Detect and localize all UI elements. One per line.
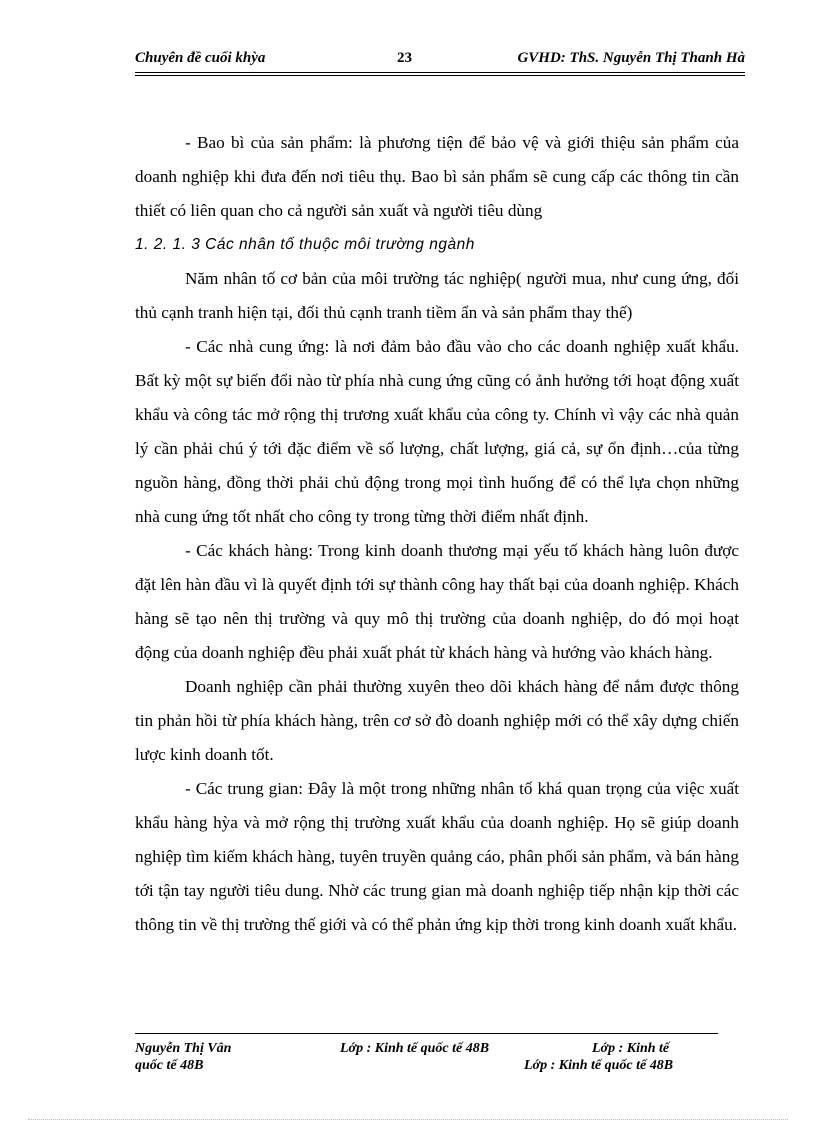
header-title: Chuyên đề cuối khỳa [135,50,266,66]
page-number: 23 [397,50,412,66]
paragraph-suppliers: - Các nhà cung ứng: là nơi đảm bảo đầu vào cho các doanh nghiệp xuất khẩu. Bất kỳ một sự biến đổi nào từ phía nhà cung ứng cũng có ảnh hưởng tới hoạt động xuất khẩu và công tác mở rộng thị trương xuất khẩu của công ty. Chính vì vậy các nhà quản lý cần phải chú ý tới đặc điểm về số lượng, chất lượng, giá cả, sự ổn định…của từng nguồn hàng, đồng thời phải chủ động trong mọi tình huống để có thể lựa chọn những nhà cung ứng tốt nhất cho công ty trong từng thời điểm nhất định. [135,337,739,526]
footer-author-continued: quốc tế 48B [135,1058,204,1073]
paragraph-customer-feedback: Doanh nghiệp cần phải thường xuyên theo dõi khách hàng để nắm được thông tin phản hồi từ phía khách hàng, trên cơ sở đò doanh nghiệp mới có thể xây dựng chiến lược kinh doanh tốt. [135,677,739,764]
footer-class-second: Lớp : Kinh tế quốc tế 48B [524,1058,674,1073]
paragraph-packaging: - Bao bì của sản phẩm: là phương tiện để bảo vệ và giới thiệu sản phẩm của doanh nghiệp khi đưa đến nơi tiêu thụ. Bao bì sản phẩm sẽ cung cấp các thông tin cần thiết có liên quan cho cả người sản xuất và người tiêu dùng [135,133,739,220]
footer-class: Lớp : Kinh tế quốc tế 48B [340,1041,490,1056]
section-heading: 1. 2. 1. 3 Các nhân tố thuộc môi trường ngành [135,236,475,253]
footer-author: Nguyễn Thị Vân [135,1041,232,1056]
page-edge [28,1119,788,1120]
paragraph-intermediaries: - Các trung gian: Đây là một trong những nhân tố khá quan trọng của việc xuất khẩu hàng hỳa và mở rộng thị trường xuất khẩu của doanh nghiệp. Họ sẽ giúp doanh nghiệp tìm kiếm khách hàng, tuyên truyền quảng cáo, phân phối sản phẩm, và bán hàng tới tận tay người tiêu dung. Nhờ các trung gian mà doanh nghiệp tiếp nhận kịp thời các thông tin về thị trường thế giới và có thể phản ứng kịp thời trong kinh doanh xuất khẩu. [135,779,739,934]
footer-class-repeat: Lớp : Kinh tế [592,1041,670,1056]
footer-divider [135,1033,718,1034]
header-supervisor: GVHD: ThS. Nguyễn Thị Thanh Hà [517,50,745,66]
paragraph-five-factors: Năm nhân tố cơ bản của môi trường tác nghiệp( người mua, như cung ứng, đối thủ cạnh tranh hiện tại, đối thủ cạnh tranh tiềm ẩn và sản phẩm thay thế) [135,269,739,322]
page-footer [135,1040,718,1080]
header-divider [135,72,745,76]
page-header [135,48,745,74]
paragraph-customers: - Các khách hàng: Trong kinh doanh thương mại yếu tố khách hàng luôn được đặt lên hàn đầu vì là quyết định tới sự thành công hay thất bại của doanh nghiệp. Khách hàng sẽ tạo nên thị trường và quy mô thị trường của doanh nghiệp, do đó mọi hoạt động của doanh nghiệp đều phải xuất phát từ khách hàng và hướng vào khách hàng. [135,541,739,662]
document-body [135,126,739,942]
